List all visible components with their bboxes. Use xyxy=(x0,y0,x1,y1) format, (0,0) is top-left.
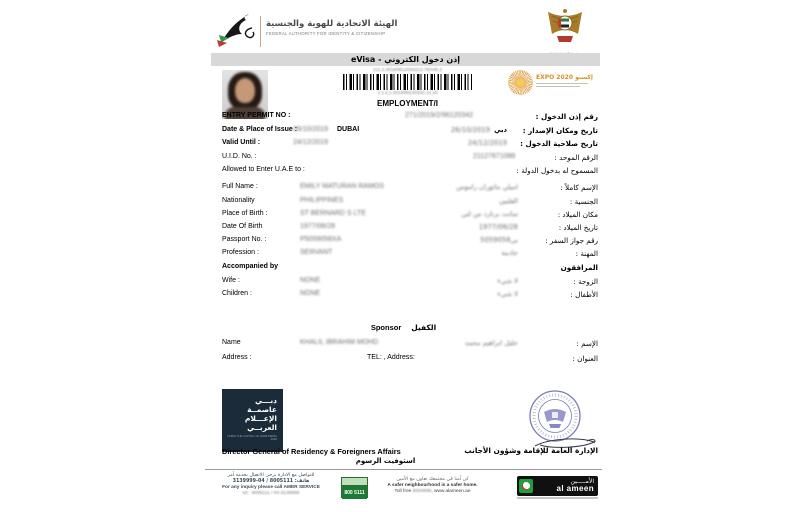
field-row-date-of-birth xyxy=(222,223,598,235)
alameen-message-ar: كن آمنا في مجتمعك تعاون مع الأمين xyxy=(396,477,469,482)
field-label-en: Name xyxy=(222,339,241,346)
field-label-en: U.I.D. No. : xyxy=(222,152,257,160)
field-label-ar: تاريخ الميلاد : xyxy=(558,223,598,232)
field-label-en: Wife : xyxy=(222,276,240,284)
field-value-ar-redacted: بي5059058 xyxy=(480,236,518,244)
evisa-title-text: إذن دخول الكتروني - eVisa xyxy=(350,55,461,64)
field-label-en: Children : xyxy=(222,290,252,297)
field-label-ar: الرقم الموحد : xyxy=(554,152,598,162)
field-value-ar-redacted: 24/12/2019 xyxy=(467,139,507,147)
field-label-en: Passport No. : xyxy=(222,236,267,243)
field-label-en: Nationality xyxy=(222,197,255,204)
field-value-redacted: EMILY MATURAN RAMOS xyxy=(300,183,385,190)
field-label-ar: المرافقون xyxy=(560,263,598,272)
field-row-valid-until xyxy=(222,139,598,151)
field-row-children xyxy=(222,290,598,302)
expo2020-sun-icon xyxy=(508,70,533,95)
field-label-en: Place of Birth : xyxy=(222,210,268,217)
field-label-en: Allowed to Enter U.A.E to : xyxy=(222,166,305,173)
field-value-ar-redacted: 26/10/2019 xyxy=(450,125,490,134)
field-label-en: Accompanied by xyxy=(222,263,279,270)
uae-emblem xyxy=(545,7,585,53)
field-label-ar: الإسم كاملاً : xyxy=(560,183,598,192)
sponsor-heading-ar: الكفيل xyxy=(411,323,437,332)
amer-line-tel-redacted: tel : 8005111 / 04-3139999 xyxy=(242,491,300,496)
dubai-media-capital-logo xyxy=(222,389,283,452)
dubai-logo-line: العربــي xyxy=(247,423,277,432)
alameen-crescent-icon xyxy=(519,479,533,493)
amer-line-phone: هاتف: 8005111 / 04-3139999 xyxy=(232,479,310,484)
field-value-ar-redacted: خليل ابراهيم محمد xyxy=(464,339,518,347)
field-label-ar: المسموح له بدخول الدولة : xyxy=(516,166,598,175)
amer-contact-block xyxy=(205,473,337,497)
field-value-ar-redacted: الفلبين xyxy=(499,197,518,205)
alameen-message-en: A safer neighbourhood is a safer home. xyxy=(387,483,478,489)
alameen-logo xyxy=(517,476,598,496)
authority-name-block xyxy=(266,19,436,36)
authority-name-en: FEDERAL AUTHORITY FOR IDENTITY & CITIZENSHIP xyxy=(266,31,386,36)
field-value-redacted: 26/10/2019 xyxy=(293,125,329,133)
field-value-redacted: SERVANT xyxy=(300,249,333,256)
field-row-allowed-to-enter xyxy=(222,166,598,178)
field-value-redacted: ST BERNARD S LTE xyxy=(300,210,366,217)
barcode xyxy=(343,74,472,90)
field-label-ar: الأطفال : xyxy=(570,290,598,299)
field-value-redacted: KHALIL IBRAHIM MOHD xyxy=(300,339,379,346)
expo2020-caption-line xyxy=(536,86,580,88)
footer-divider xyxy=(205,469,602,470)
field-label-ar: الإسم : xyxy=(576,339,598,348)
uae-emblem-icon xyxy=(545,7,585,47)
dubai-logo-line: الإعـــلام xyxy=(244,414,277,423)
field-label-ar: الجنسية : xyxy=(569,197,598,206)
alameen-website: , www.alameen.ae xyxy=(431,489,471,495)
field-label-en: ENTRY PERMIT NO : xyxy=(222,112,291,119)
field-label-ar: العنوان : xyxy=(572,354,598,363)
field-label-en: Address : xyxy=(222,354,252,361)
field-row-wife xyxy=(222,277,598,289)
field-row-place-of-birth xyxy=(222,210,598,222)
field-value: TEL: , Address: xyxy=(367,354,415,361)
barcode-number-bottom: 2.1.2.1.2019/96120342.12.18 xyxy=(377,89,438,95)
field-value: DUBAI xyxy=(337,125,360,133)
field-row-profession xyxy=(222,249,598,261)
field-label-ar: تاريخ ومكان الإصدار : xyxy=(522,125,598,135)
header-divider xyxy=(260,16,261,47)
field-value-redacted: P5059058XA xyxy=(300,236,342,243)
amer-line-en: For any inquiry please call AMER SERVICE xyxy=(222,485,320,490)
alameen-logo-ar: الأمـــــين xyxy=(570,478,594,485)
field-value-redacted: PHILIPPINES xyxy=(300,197,344,204)
field-label-ar: رقم جواز السفر : xyxy=(545,236,598,245)
sponsor-row-name xyxy=(222,339,598,351)
field-row-date-place-of-issue xyxy=(222,126,598,138)
alameen-message-block xyxy=(370,477,495,496)
field-value-ar-redacted: لا شيء xyxy=(497,276,518,285)
sponsor-row-address xyxy=(222,354,598,366)
field-value-redacted: NONE xyxy=(300,290,321,297)
field-label-en: Date & Place of Issue : xyxy=(222,125,298,133)
field-value-ar-redacted: خادمة xyxy=(501,249,518,257)
field-row-nationality xyxy=(222,197,598,209)
amer-800-logo xyxy=(341,477,368,498)
field-value-ar-redacted: اميلي ماتوران راموس xyxy=(456,183,518,191)
field-label-en: Date Of Birth xyxy=(222,223,263,230)
visa-type-label: EMPLOYMENT/I xyxy=(377,99,438,108)
field-value-ar-redacted: لا شيء xyxy=(497,290,518,298)
amer-logo-number: 800 5111 xyxy=(342,486,367,499)
field-value-redacted: 21127671088 xyxy=(473,152,516,160)
authority-falcon-logo xyxy=(213,12,255,50)
sponsor-section-heading xyxy=(205,323,602,332)
field-value-ar-redacted: 1977/06/28 xyxy=(478,223,518,231)
field-row-full-name xyxy=(222,183,598,195)
expo2020-caption-line xyxy=(536,83,588,85)
field-label-ar: الزوجة : xyxy=(573,276,598,286)
photo-face xyxy=(235,78,255,103)
fees-collected-text: استوفيت الرسوم xyxy=(355,457,416,465)
field-label-ar: تاريخ صلاحية الدخول : xyxy=(520,139,598,148)
field-row-entry-permit-no xyxy=(222,112,598,124)
amer-logo-banner xyxy=(342,478,367,486)
dubai-logo-caption: DUBAI THE CAPITAL OF ARAB MEDIA 2020 xyxy=(227,434,277,442)
field-row-passport-no xyxy=(222,236,598,248)
field-value-ar-redacted: سانت برنارد س لتي xyxy=(461,210,518,218)
director-title-ar: الإدارة العامة للإقامة وشؤون الأجانب xyxy=(464,446,598,455)
field-row-accompanied-by xyxy=(222,263,598,275)
expo2020-logo xyxy=(508,70,592,100)
dubai-logo-line: دبـــي xyxy=(255,396,277,405)
field-label-ar: رقم إذن الدخول : xyxy=(535,112,598,121)
barcode-number-top: 211.2.2019/9612034212.76/445.2 xyxy=(373,67,442,72)
alameen-tollfree-line xyxy=(370,489,495,495)
evisa-document xyxy=(205,0,602,512)
field-value-ar: دبي xyxy=(494,125,507,134)
director-title-en: Director General of Residency & Foreigners Affairs xyxy=(222,447,401,456)
dubai-logo-line: عاصمــة xyxy=(247,405,277,414)
field-value-redacted: 1977/06/28 xyxy=(300,223,336,230)
official-stamp xyxy=(528,389,582,443)
amer-line-ar: للتواصل مع الادارة يرجى الاتصال بخدمة آمر xyxy=(227,473,315,478)
alameen-logo-en: al ameen xyxy=(556,484,594,493)
field-value-redacted: 24/12/2019 xyxy=(293,139,329,146)
sponsor-heading-en: Sponsor xyxy=(370,323,402,332)
authority-name-ar: الهيئة الاتحادية للهوية والجنسية xyxy=(266,19,398,29)
expo2020-logo-text: EXPO 2020 إكسبو xyxy=(536,74,593,81)
field-label-ar: مكان الميلاد : xyxy=(557,210,598,219)
field-value-redacted: NONE xyxy=(300,276,321,284)
alameen-logo-caption xyxy=(517,497,598,499)
field-label-en: Full Name : xyxy=(222,183,258,190)
field-label-ar: المهنة : xyxy=(575,249,598,258)
field-value-redacted: 271/2019/2/96120342 xyxy=(405,112,474,119)
tollfree-number-redacted: 8004888 xyxy=(412,489,432,495)
tollfree-prefix: Toll free xyxy=(394,489,413,495)
barcode-block xyxy=(337,67,478,108)
field-label-en: Valid Until : xyxy=(222,139,261,146)
field-label-en: Profession : xyxy=(222,249,259,256)
field-row-uid-no xyxy=(222,153,598,165)
evisa-title-bar xyxy=(211,53,600,66)
